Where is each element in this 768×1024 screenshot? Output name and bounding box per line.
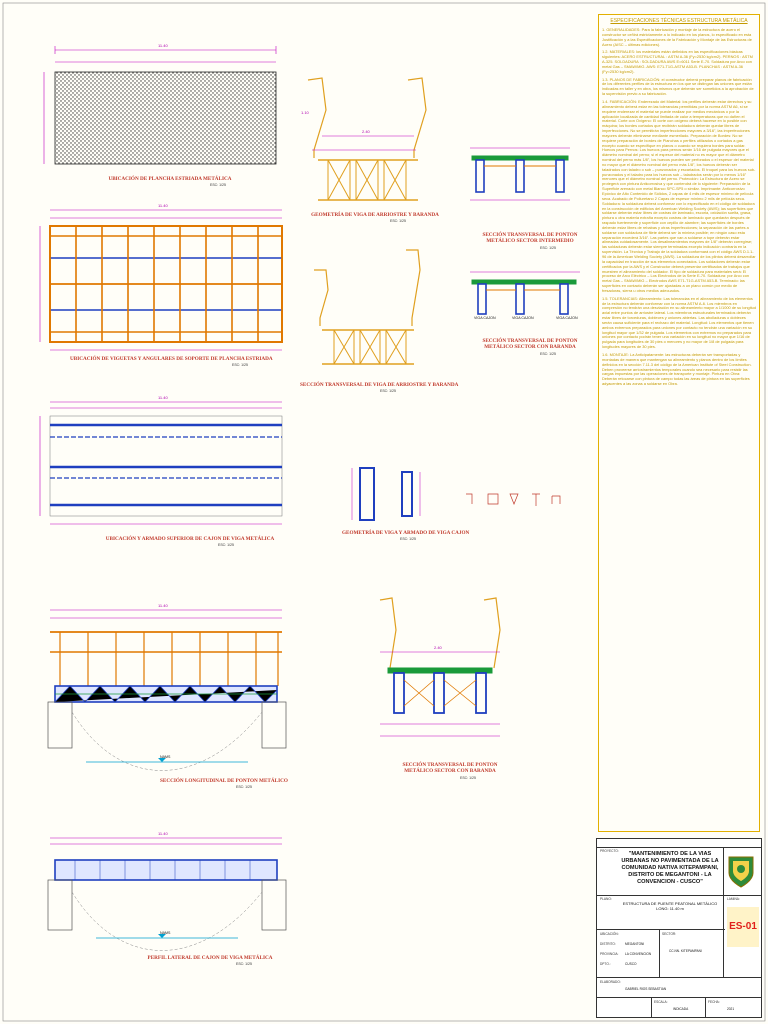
specs-text: La Anticipatamente: las estructuras deberán ser transportadas y montadas de manera que mantengan su alineamiento y planos dentro de los límites definidos en la sección 7.11.3 del código de la American Institute of Steel Construction. Deben proveerse arriostramientos temporales cuando sea necesario para resistir las cargas impuestas por las operaciones de transporte y montaje. Pintura en Obra: Deberán retocarse con pintura de campo todas las áreas de pintura en las superficies adyacentes a las zonas a soldarse en Obra. — [602, 352, 752, 387]
dim-width-2: 2.40 — [362, 129, 370, 134]
caption-viguetas: UBICACIÓN DE VIGUETAS Y ANGULARES DE SOPORTE DE PLANCHA ESTRIADA — [70, 356, 273, 362]
dpto-value: CUSCO — [625, 962, 637, 966]
nams-tag-2: NAMS — [160, 931, 171, 935]
dim-length-1: 11.40 — [158, 43, 168, 48]
specs-section — [602, 28, 756, 47]
section-con-baranda-1 — [470, 272, 580, 314]
escala-label: ESCALA: — [654, 1000, 668, 1004]
escala-value: INDICADA — [673, 1007, 689, 1011]
scale-cajon-superior: ESC: 1/25 — [218, 543, 234, 547]
sector-value: CC.NN. KITEPAMPANI — [669, 949, 702, 953]
scale-geometria: ESC: 1/25 — [390, 219, 406, 223]
scale-longitudinal: ESC: 1/25 — [236, 785, 252, 789]
specs-head: 1.5. TOLERANCIAS: — [602, 295, 638, 301]
caption-plancha: UBICACIÓN DE PLANCHA ESTRIADA METÁLICA — [108, 176, 232, 182]
title-block — [596, 838, 762, 1018]
specs-head: 1.6. MONTAJE: — [602, 352, 629, 357]
specs-head: 1.2. MATERIALES: — [602, 49, 636, 55]
section-viga-arriostre — [314, 250, 420, 364]
plano-label: PLANO: — [600, 897, 612, 901]
fecha-value: 2021 — [727, 1007, 735, 1011]
dim-width: 2.40 — [434, 645, 442, 650]
scale-con-baranda-1: ESC: 1/25 — [540, 352, 556, 356]
specs-title: ESPECIFICACIONES TÉCNICAS ESTRUCTURA METÁLICA — [610, 18, 748, 24]
section-armado-viga-cajon — [352, 468, 560, 520]
specs-section — [602, 297, 756, 350]
caption-geometria: GEOMETRÍA DE VIGA DE ARRIOSTRE Y BARANDA — [311, 212, 439, 218]
dim-height: 1.10 — [301, 110, 309, 115]
specs-text: Alineamiento: Las tolerancias en el alineamiento de los elementos de la estructura deberán conformar con la norma ASTM A-6. Los miembros en compresión no tendrán una desviación en su alineamiento mayor a 1/1000 de su longitud axial entre puntos de arriostre lateral. Los miembros estructurales terminados deberán estar libres de torceduras, dobleces y uniones abiertas. Las abolladuras o dobleces serán causa suficiente para el rechazo del material. Longitud: Los elementos que tienen ambos extremos preparados para uniones por contacto no tendrán una variación en su longitud mayor que 1/32 de pulgada. Los elementos con extremos no preparados para uniones por contacto podrán tener una variación en su longitud no mayor que 1/16 de pulgada para longitudes de 30 pies o menores y no mayor de 1/8 de pulgada para longitudes mayores de 30 pies. — [602, 295, 756, 350]
viga-cajon-tag-3: VIGA CAJON — [556, 316, 578, 320]
caption-perfil: PERFIL LATERAL DE CAJON DE VIGA METÁLICA — [147, 955, 273, 961]
provincia-value: LA CONVENCION — [625, 952, 652, 956]
caption-con-baranda-2: SECCIÓN TRANSVERSAL DE PONTON METÁLICO SECTOR CON BARANDA — [402, 762, 498, 774]
plan-plancha-estriada — [44, 46, 276, 164]
specs-head: 1. GENERALIDADES: — [602, 27, 641, 32]
specifications-panel — [598, 14, 760, 832]
caption-con-baranda-1: SECCIÓN TRANSVERSAL DE PONTON METÁLICO SECTOR CON BARANDA — [482, 338, 578, 350]
specs-text: los materiales están definidos en las especificaciones básicas siguientes: ACERO ESTRUCTURAL : ASTM A-36 (Fy=2530 kg/cm2). PERNOS : ASTM A-325. SOLDADURA : SOLDADURA AWS E=6011 Serie E-70. Soldadura por Arco con metal Gas – SMAW/MIG. AWS: E71-T1G-ASTM A53-B. PLANCHAS : ASTM A-36 (Fy=2530 kg/cm2). — [602, 49, 753, 74]
dim-length-2: 11.40 — [158, 203, 168, 208]
fecha-label: FECHA: — [708, 1000, 720, 1004]
specs-text: el constructor deberá preparar planos de fabricación de los diferentes perfiles de la estructura en los que se distingan las uniones que están indicadas en taller y en obra, los mismos que deberán ser sometidos a la aprobación de la supervisión previo a su fabricación. — [602, 76, 754, 97]
geometry-viga-arriostre — [308, 78, 426, 200]
structure-name: ESTRUCTURA DE PUENTE PEATONAL METÁLICO — [622, 901, 718, 906]
elaborado-value: GABRIEL RIOS SEBASTIAN — [625, 987, 667, 991]
distrito-label: DISTRITO: — [600, 942, 616, 946]
distrito-value: MEGANTONI — [625, 942, 645, 946]
scale-intermedio: ESC: 1/25 — [540, 246, 556, 250]
structure-title — [621, 901, 719, 911]
municipal-shield-logo — [725, 853, 757, 889]
provincia-label: PROVINCIA: — [600, 952, 619, 956]
caption-longitudinal: SECCIÓN LONGITUDINAL DE PONTON METÁLICO — [160, 778, 288, 784]
section-con-baranda-2 — [380, 598, 500, 736]
plan-viguetas — [40, 210, 282, 350]
specs-head: 1.4. FABRICACIÓN: — [602, 98, 638, 104]
dim-length-4: 11.40 — [158, 603, 168, 608]
nams-tag-1: NAMS — [160, 755, 171, 759]
ubicacion-label: UBICACIÓN: — [600, 932, 619, 936]
viga-cajon-tag-1: VIGA CAJON — [474, 316, 496, 320]
scale-armado-cajon: ESC: 1/25 — [400, 537, 416, 541]
specs-section — [602, 78, 756, 97]
specs-head: 1.3. PLANOS DE FABRICACIÓN: — [602, 76, 661, 82]
section-intermedio — [470, 148, 570, 200]
sector-label: SECTOR: — [662, 932, 677, 936]
specs-section — [602, 100, 756, 294]
scale-con-baranda-2: ESC: 1/25 — [460, 776, 476, 780]
project-label: PROYECTO: — [600, 849, 619, 853]
structure-length: LONG: 11.40 m — [656, 906, 684, 911]
specs-text: Para la fabricación y montaje de la estructura de acero el constructor se ceñirá estrictamente a lo indicado en los planos, lo especificado en esta Justificación y a las Especificaciones de la Fabricación y Montaje de las Estructuras de Acero (AISC – últimas ediciones). — [602, 27, 752, 47]
caption-seccion-viga: SECCIÓN TRANSVERSAL DE VIGA DE ARRIOSTRE Y BARANDA — [300, 382, 459, 388]
specs-section — [602, 50, 756, 74]
scale-seccion-viga: ESC: 1/25 — [380, 389, 396, 393]
lamina-label: LAMINA: — [727, 897, 740, 901]
sheet-code: ES-01 — [727, 907, 759, 947]
project-title: "MANTENIMIENTO DE LA VIAS URBANAS NO PAVIMENTADA DE LA COMUNIDAD NATIVA KITEPAMPANI, DISTRITO DE MEGANTONI - LA CONVENCION - CUSCO" — [621, 851, 719, 885]
elevation-longitudinal — [48, 610, 286, 771]
plan-cajon-superior — [40, 402, 282, 524]
elaborado-label: ELABORADO: — [600, 980, 621, 984]
caption-intermedio: SECCIÓN TRANSVERSAL DE PONTON METÁLICO SECTOR INTERMEDIO — [482, 232, 578, 244]
specs-section — [602, 353, 756, 387]
scale-viguetas: ESC: 1/25 — [232, 363, 248, 367]
scale-plancha: ESC: 1/25 — [210, 183, 226, 187]
dim-length-3: 11.40 — [158, 395, 168, 400]
scale-perfil: ESC: 1/25 — [236, 962, 252, 966]
viga-cajon-tag-2: VIGA CAJON — [512, 316, 534, 320]
caption-cajon-superior: UBICACIÓN Y ARMADO SUPERIOR DE CAJON DE VIGA METÁLICA — [105, 536, 275, 542]
dpto-label: DPTO.: — [600, 962, 611, 966]
caption-armado-cajon: GEOMETRÍA DE VIGA Y ARMADO DE VIGA CAJON — [342, 530, 470, 536]
specs-text: Enderezado del Material: los perfiles deberán estar derechos y su alineamiento deberá estar en las tolerancias permitidas por la norma ASTM A6, si se requiere enderezar el material se puede realizar por medios mecánicos o por la aplicación localizada de cantidad limitada de calor a temperaturas que no dañen el material. Corte con Oxígeno: El corte con oxígeno deberá hacerse en lo posible con máquina; los bordes cortados que recibirán soldadura deberán quedar libres de imperfecciones. No se permitirán imperfecciones mayores a 3/16", las imperfecciones mayores deberán eliminarse mediante esmerilado. Preparación de Bordes: No se requiere preparación de bordes de Planchas o perfiles utilizados o cortados a gas excepto cuando se especifique en planos o cuando se requiera bordes para soldar. Huecos para Pernos: Los huecos para pernos serán 1/16 de pulgada mayores que el diámetro nominal del perno; si el espesor del material no es mayor que el diámetro nominal del perno más 1/8", los huecos pueden ser perforados o el espesor del material no mayor que el diámetro nominal del perno más 1/8", los huecos deberán ser taladrados con taladro o sub – punzonados y escariados. El troquel para los huecos sub-punzonados y el taladro para los huecos sub – taladrados serán por lo menos 1/16" menores que el diámetro nominal del perno. Protección: La Estructura de Acero se protegerá con pintura Anticorrosiva y que contendrá de lo siguiente: Preparación de la Superficie arenado con metal Blanco SPC-SP5 o similar. Imprimante: Anticorrosivo Epóxico de Alto Contenido de Sólidos, 2 capas de 4 mils de espesor mínimo de película seca. Acabado de Poliuretano 2 Capas de espesor mínimo 2 mils de película seca. Soldadura: la soldadura deberá conformar con lo especificado en el código de soldadura en la construcción de edificios del American Welding Society (AWS); las superficies que soldarse deberán estar libres de costras de laminado, escoria, oxidación suelta, grasa, pintura u otra materia extraña excepto costras de laminado que quedarán después de raspado fuertemente y superficie con cepillo de alambre; las superficies de bordes deberán estar libres de rebabas y otras imperfecciones; la separación de las partes a soldarse con soldadura de filete deberá ser la mínima posible; en ningún caso esta separación excederá 3/16". Las partes que van a soldarse a tope deberán estar alineadas cuidadosamente. Los desalineamientos mayores de 1/8" deberán corregirse; las soldaduras deberán estar siempre terminadas excepto indicación contraria en la supervisión. La Técnica y Trabajo de la soldadura conformará con el código AWS D.1.1-96 de la American Welding Society (AWS). La soldadura de los plintos deberá desarrollar la capacidad en tracción de sus elementos conectados. Los soldadores deberán estar certificados por la AWS y el Constructor deberá presentar certificados de trabajos que muestren el alineamiento del soldador. El tipo de soldadura para materiales será: El proceso de Arco Eléctrico – Los Electrodos de la Serie E-70. Soldadura: por Arco con metal Gas – SMAW/MIG – Electrodos AWS E71-T1G-ASTM A53-B. Terminado: las superficies en contacto deberán ser ajustadas a un plano común por medio de fresadoras, sierra u otros medios adecuados. — [602, 98, 756, 293]
dim-length-5: 11.40 — [158, 831, 168, 836]
